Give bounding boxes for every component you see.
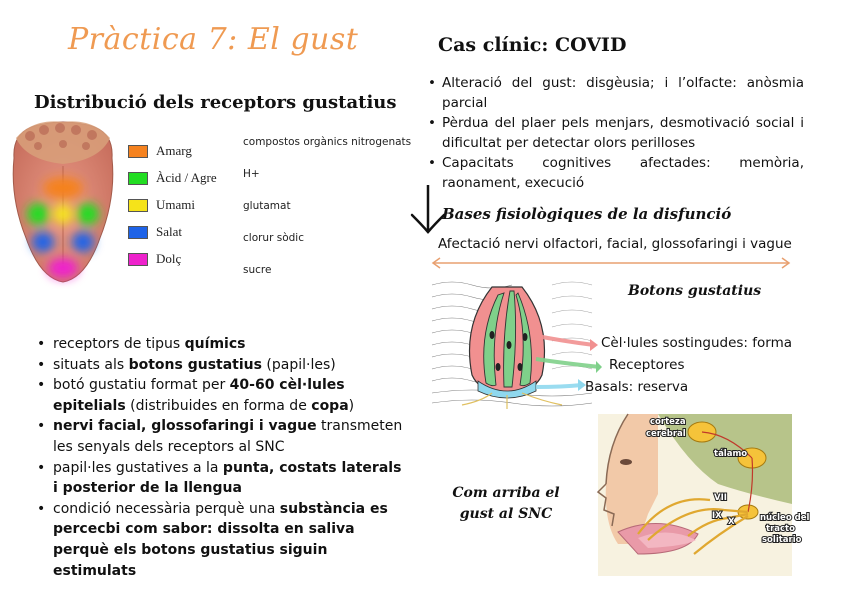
legend-swatch-salty	[128, 226, 148, 239]
bitter-zone	[43, 177, 83, 199]
sustentacular-label: Cèl·lules sostingudes: forma	[601, 335, 793, 351]
list-item: • nervi facial, glossofaringi i vague transmeten les senyals dels receptors al SNC	[36, 416, 408, 457]
double-arrow-divider	[430, 257, 792, 269]
bases-heading: Bases fisiològiques de la disfunció	[442, 205, 732, 223]
distribution-heading: Distribució dels receptors gustatius	[34, 92, 397, 113]
compound-salty: clorur sòdic	[243, 232, 304, 244]
legend-swatch-sweet	[128, 253, 148, 266]
cortex-label-1: corteza	[650, 417, 686, 427]
sweet-zone	[48, 258, 78, 278]
list-item: • Capacitats cognitives afectades: memòria, raonament, execució	[426, 153, 804, 193]
affectation-text: Afectació nervi olfactori, facial, glossofaringi i vague	[438, 236, 792, 252]
compound-sweet: sucre	[243, 264, 272, 276]
taste-pathway-diagram	[598, 414, 810, 576]
legend-label-bitter: Amarg	[156, 143, 192, 158]
cortex-label-2: cerebral	[646, 429, 686, 439]
list-item: • papil·les gustatives a la punta, costats laterals i posterior de la llengua	[36, 458, 408, 499]
receptors-list	[36, 334, 408, 581]
nerve-x-label: X	[728, 517, 735, 527]
nucleus-label-2: tracto	[766, 524, 795, 534]
sour-zone-right	[77, 203, 99, 225]
legend-swatch-sour	[128, 172, 148, 185]
legend-swatch-umami	[128, 199, 148, 212]
umami-zone	[53, 204, 73, 224]
sour-zone-left	[27, 203, 49, 225]
tongue-illustration	[4, 118, 122, 288]
legend-label-salty: Salat	[156, 224, 182, 239]
list-item: • condició necessària perquè una substància es percecbi com sabor: dissolta en saliva perquè els botons gustatius siguin estimulats	[36, 499, 408, 581]
salty-zone-right	[72, 232, 94, 252]
covid-heading: Cas clínic: COVID	[438, 34, 627, 56]
nucleus-label-3: solitario	[762, 535, 802, 545]
list-item: • situats als botons gustatius (papil·les)	[36, 355, 408, 376]
thalamus-label: tálamo	[714, 449, 748, 459]
list-item: • Pèrdua del plaer pels menjars, desmotivació social i dificultat per detectar olors perilloses	[426, 113, 804, 153]
list-item: • botó gustatiu format per 40-60 cèl·lules epitelials (distribuides en forma de copa)	[36, 375, 408, 416]
nerve-vii-label: VII	[714, 493, 727, 503]
list-item: • receptors de tipus químics	[36, 334, 408, 355]
legend-swatch-bitter	[128, 145, 148, 158]
nerve-ix-label: IX	[712, 511, 722, 521]
compound-sour: H+	[243, 168, 260, 180]
covid-list	[426, 73, 804, 193]
compound-umami: glutamat	[243, 200, 291, 212]
receptors-label: Receptores	[609, 357, 685, 373]
taste-bud-diagram	[432, 275, 602, 410]
taste-bud-heading: Botons gustatius	[628, 283, 762, 299]
salty-zone-left	[32, 232, 54, 252]
basal-label: Basals: reserva	[585, 379, 689, 395]
nucleus-label-1: núcleo del	[760, 513, 810, 523]
legend-label-umami: Umami	[156, 197, 195, 212]
page-title: Pràctica 7: El gust	[68, 22, 359, 57]
pathway-heading: Com arriba el gust al SNC	[452, 485, 560, 522]
legend-label-sour: Àcid / Agre	[156, 170, 217, 185]
legend-label-sweet: Dolç	[156, 251, 182, 266]
list-item: • Alteració del gust: disgèusia; i l’olfacte: anòsmia parcial	[426, 73, 804, 113]
compound-bitter: compostos orgànics nitrogenats	[243, 136, 412, 148]
